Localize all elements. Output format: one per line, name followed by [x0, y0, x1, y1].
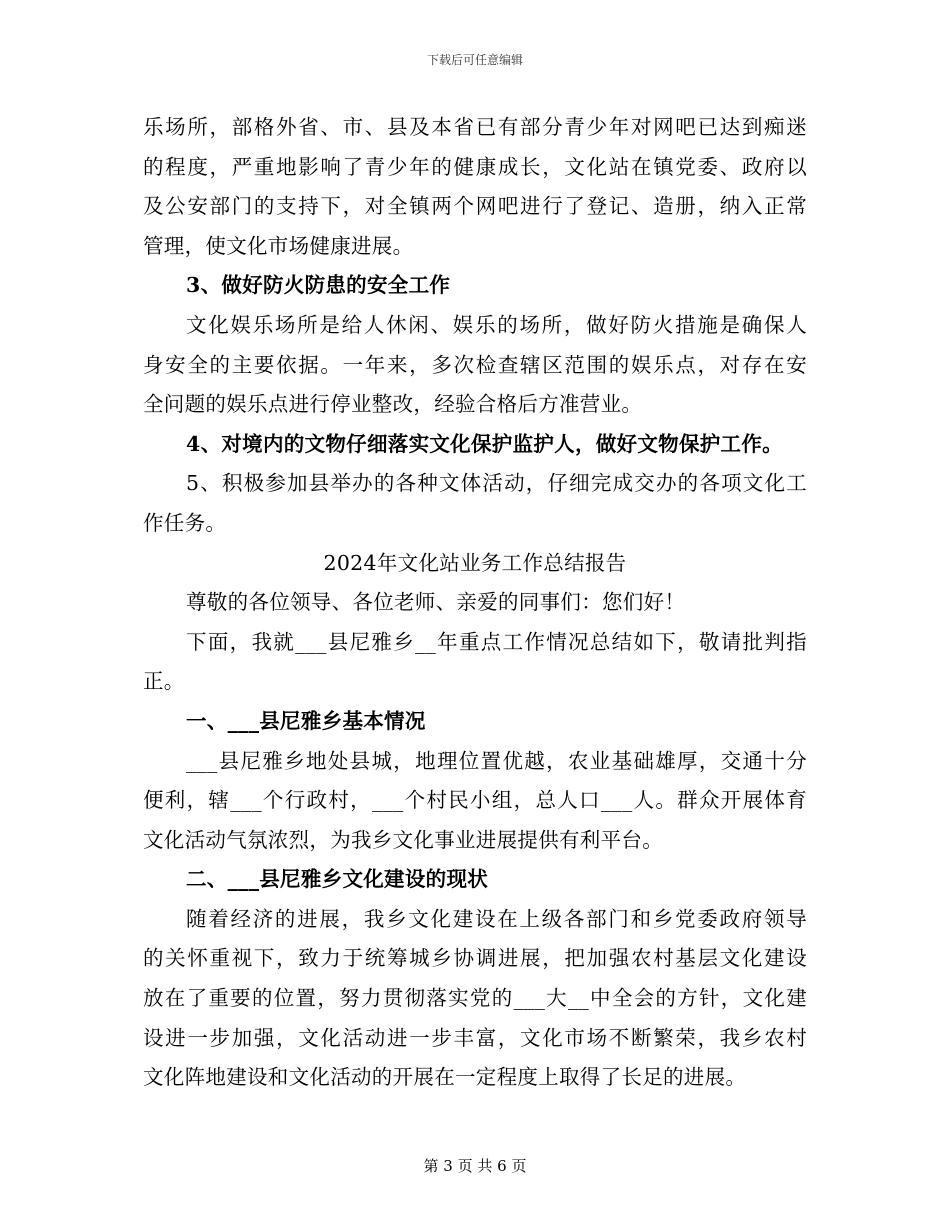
- paragraph-line: 5、积极参加县举办的各种文体活动，仔细完成交办的各项文化工: [186, 471, 807, 496]
- paragraph-line: 的关怀重视下，致力于统筹城乡协调进展，把加强农村基层文化建设: [143, 946, 807, 971]
- paragraph-line: 及公安部门的支持下，对全镇两个网吧进行了登记、造册，纳入正常: [143, 194, 807, 219]
- document-body: [143, 108, 807, 1098]
- page-number: 第 3 页 共 6 页: [423, 1157, 527, 1175]
- paragraph-line: 文化活动气氛浓烈，为我乡文化事业进展提供有利平台。: [143, 827, 663, 852]
- paragraph-line: ___县尼雅乡地处县城，地理位置优越，农业基础雄厚，交通十分: [186, 748, 807, 773]
- paragraph-line: 管理，使文化市场健康进展。: [143, 233, 414, 258]
- page-header-note: 下载后可任意编辑: [426, 53, 523, 67]
- paragraph-line: 下面，我就___县尼雅乡__年重点工作情况总结如下，敬请批判指: [186, 629, 807, 654]
- paragraph-line: 的程度，严重地影响了青少年的健康成长，文化站在镇党委、政府以: [143, 154, 807, 179]
- paragraph-line: 乐场所，部格外省、市、县及本省已有部分青少年对网吧已达到痴迷: [143, 115, 807, 139]
- greeting-line: 尊敬的各位领导、各位老师、亲爱的同事们：您们好！: [186, 590, 686, 615]
- paragraph-line: 作任务。: [143, 510, 227, 535]
- section-heading: 二、___县尼雅乡文化建设的现状: [186, 867, 489, 892]
- section-heading: 3、做好防火防患的安全工作: [186, 273, 451, 298]
- paragraph-line: 设进一步加强，文化活动进一步丰富，文化市场不断繁荣，我乡农村: [143, 1025, 807, 1050]
- paragraph-line: 便利，辖___个行政村，___个村民小组，总人口___人。群众开展体育: [143, 788, 807, 813]
- paragraph-line: 身安全的主要依据。一年来，多次检查辖区范围的娱乐点，对存在安: [143, 352, 807, 377]
- paragraph-line: 放在了重要的位置，努力贯彻落实党的___大__中全会的方针，文化建: [143, 986, 807, 1011]
- paragraph-line: 文化阵地建设和文化活动的开展在一定程度上取得了长足的进展。: [143, 1065, 747, 1090]
- paragraph-line: 正。: [143, 669, 185, 694]
- section-heading: 一、___县尼雅乡基本情况: [186, 708, 426, 733]
- section-heading: 4、对境内的文物仔细落实文化保护监护人，做好文物保护工作。: [186, 431, 783, 456]
- paragraph-line: 全问题的娱乐点进行停业整改，经验合格后方准营业。: [143, 392, 643, 417]
- document-title: 2024年文化站业务工作总结报告: [323, 550, 627, 575]
- paragraph-line: 文化娱乐场所是给人休闲、娱乐的场所，做好防火措施是确保人: [186, 312, 807, 337]
- paragraph-line: 随着经济的进展，我乡文化建设在上级各部门和乡党委政府领导: [186, 906, 807, 931]
